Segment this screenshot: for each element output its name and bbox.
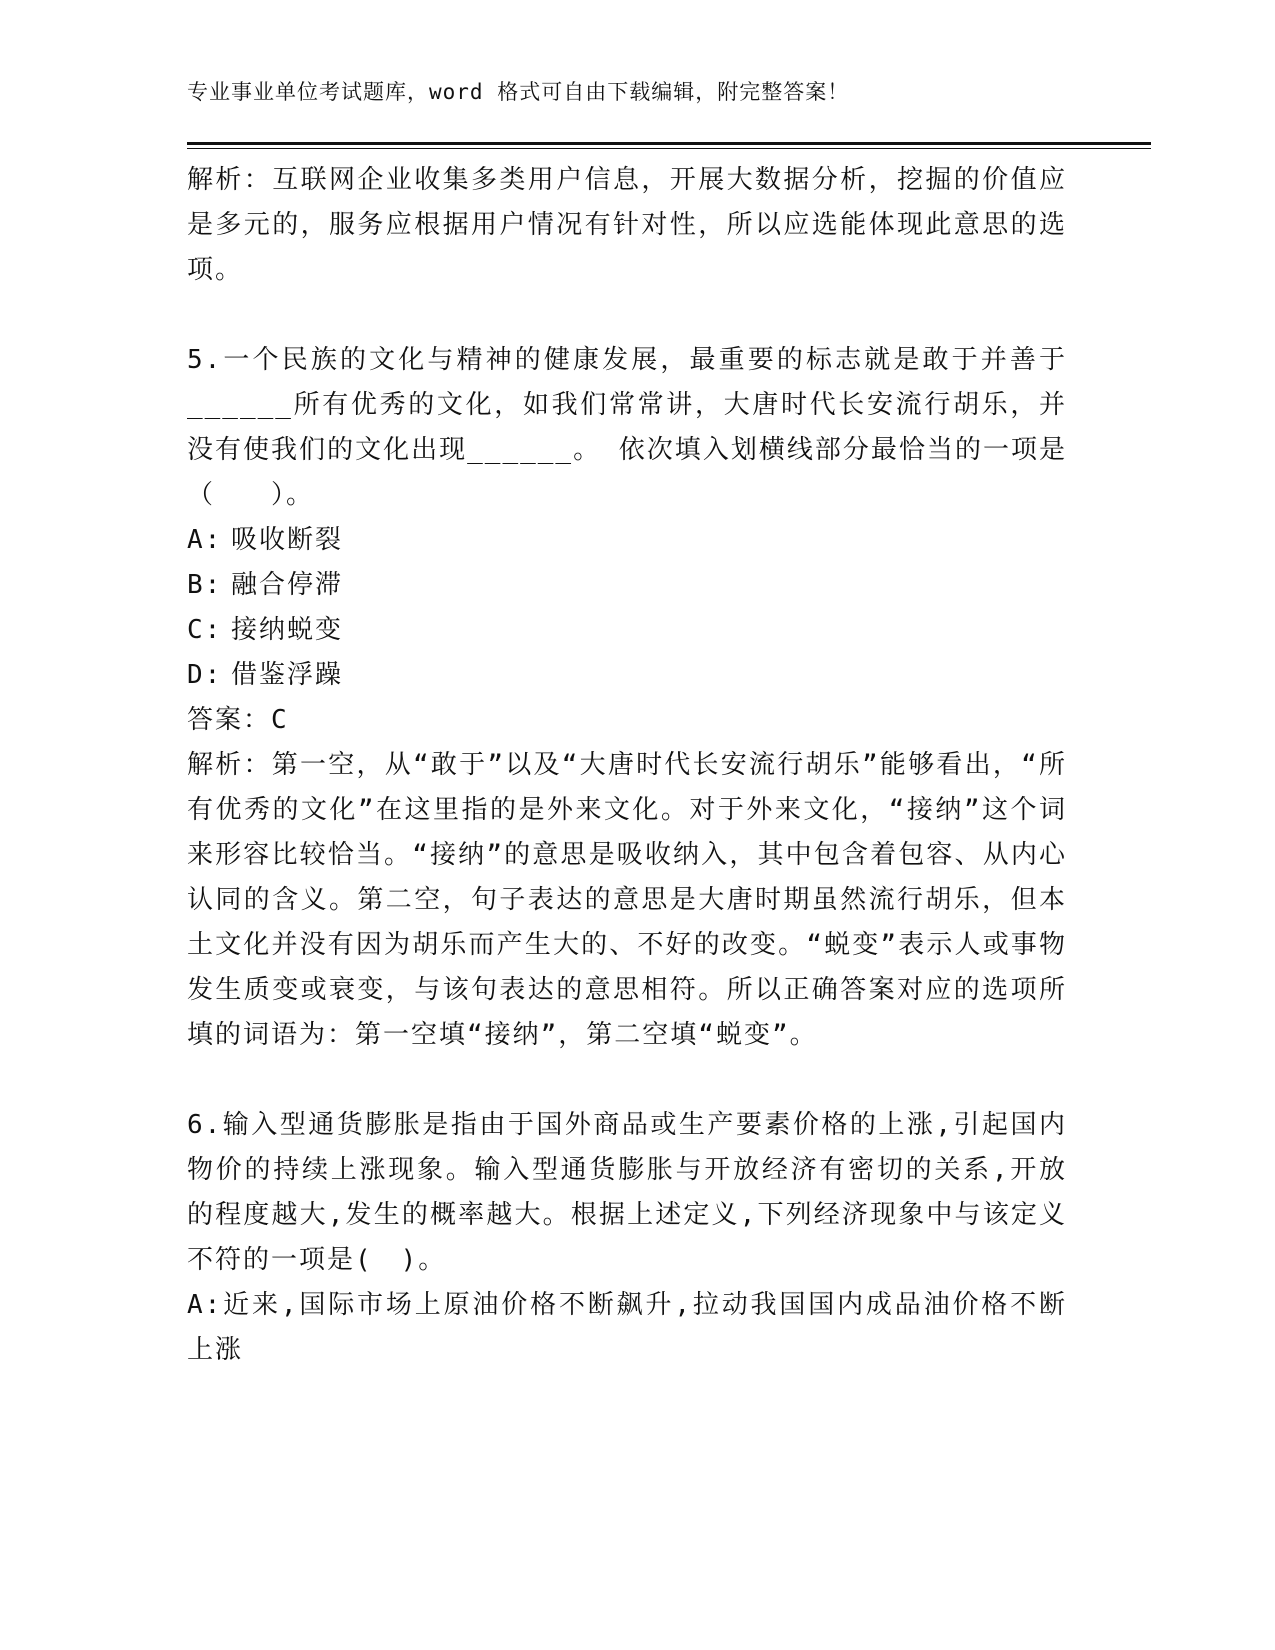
question-5-option-d bbox=[187, 653, 1067, 698]
question-5-option-c bbox=[187, 608, 1067, 653]
option-text: 接纳蜕变 bbox=[231, 615, 344, 645]
answer-value: C bbox=[271, 705, 289, 735]
question-5-answer bbox=[187, 698, 1067, 743]
option-text: 近来,国际市场上原油价格不断飙升,拉动我国国内成品油价格不断上涨 bbox=[187, 1290, 1067, 1365]
question-6-stem: 6.输入型通货膨胀是指由于国外商品或生产要素价格的上涨,引起国内物价的持续上涨现象。输入型通货膨胀与开放经济有密切的关系,开放的程度越大,发生的概率越大。根据上述定义,下列经济现象中与该定义不符的一项是( )。 bbox=[187, 1110, 1067, 1275]
document-body bbox=[187, 158, 1067, 1373]
answer-label: 答案： bbox=[187, 705, 272, 735]
option-letter: A: bbox=[187, 1290, 223, 1320]
option-letter: B: bbox=[187, 570, 223, 600]
header-note: 专业事业单位考试题库，word 格式可自由下载编辑，附完整答案！ bbox=[187, 80, 850, 104]
question-5-option-b bbox=[187, 563, 1067, 608]
analysis-label: 解析： bbox=[187, 750, 272, 780]
question-5-option-a bbox=[187, 518, 1067, 563]
analysis-label: 解析： bbox=[187, 165, 273, 195]
question-5-stem: 5.一个民族的文化与精神的健康发展，最重要的标志就是敢于并善于______所有优秀的文化，如我们常常讲，大唐时代长安流行胡乐，并没有使我们的文化出现______。 依次填入划横线部分最恰当的一项是（ ）。 bbox=[187, 345, 1067, 510]
spacer bbox=[187, 1058, 1067, 1103]
analysis-text: 第一空，从“敢于”以及“大唐时代长安流行胡乐”能够看出，“所有优秀的文化”在这里指的是外来文化。对于外来文化，“接纳”这个词来形容比较恰当。“接纳”的意思是吸收纳入，其中包含着包容、从内心认同的含义。第二空，句子表达的意思是大唐时期虽然流行胡乐，但本土文化并没有因为胡乐而产生大的、不好的改变。“蜕变”表示人或事物发生质变或衰变，与该句表达的意思相符。所以正确答案对应的选项所填的词语为：第一空填“接纳”，第二空填“蜕变”。 bbox=[187, 750, 1067, 1050]
question-5-analysis bbox=[187, 743, 1067, 1058]
analysis-text: 互联网企业收集多类用户信息，开展大数据分析，挖掘的价值应是多元的，服务应根据用户情况有针对性，所以应选能体现此意思的选项。 bbox=[187, 165, 1067, 285]
option-text: 融合停滞 bbox=[231, 570, 344, 600]
header-rule-thick bbox=[187, 142, 1151, 145]
option-letter: D: bbox=[187, 660, 223, 690]
prev-analysis bbox=[187, 158, 1067, 293]
option-text: 借鉴浮躁 bbox=[231, 660, 344, 690]
header-rule-thin bbox=[187, 148, 1151, 149]
option-letter: A: bbox=[187, 525, 223, 555]
option-letter: C: bbox=[187, 615, 223, 645]
option-text: 吸收断裂 bbox=[231, 525, 344, 555]
spacer bbox=[187, 293, 1067, 338]
question-6-option-a bbox=[187, 1283, 1067, 1373]
